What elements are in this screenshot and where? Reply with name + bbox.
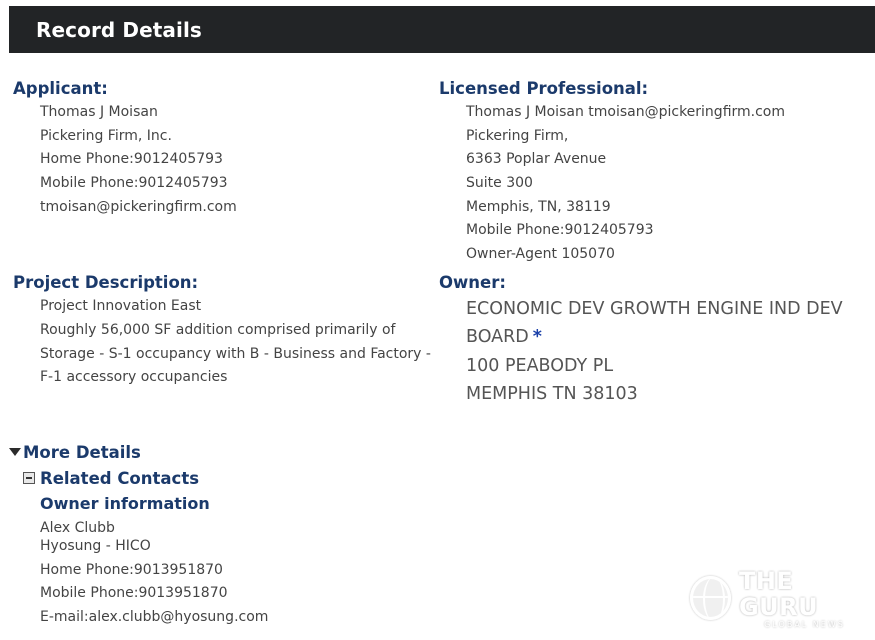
watermark-text: [739, 568, 870, 629]
record-details-header: [9, 6, 875, 53]
contact-email: E-mail:alex.clubb@hyosung.com: [40, 609, 269, 625]
project-description-line: Roughly 56,000 SF addition comprised primarily of: [40, 322, 396, 338]
applicant-label: Applicant:: [13, 79, 108, 98]
licensed-professional-company: Pickering Firm,: [466, 128, 569, 144]
primary-owner-marker: *: [532, 327, 542, 347]
applicant-email: tmoisan@pickeringfirm.com: [40, 199, 237, 215]
licensed-professional-suite: Suite 300: [466, 175, 533, 191]
applicant-home-phone: Home Phone:9012405793: [40, 151, 223, 167]
owner-label: Owner:: [439, 273, 506, 292]
contact-home-phone: Home Phone:9013951870: [40, 562, 223, 578]
globe-icon: [690, 576, 731, 620]
licensed-professional-address: 6363 Poplar Avenue: [466, 151, 607, 167]
minus-box-icon[interactable]: [23, 472, 35, 484]
project-description-line: F-1 accessory occupancies: [40, 369, 228, 385]
watermark-subtitle: GLOBAL NEWS: [764, 619, 845, 629]
watermark-brand: THE GURU: [738, 566, 819, 621]
page-title: Record Details: [36, 18, 202, 42]
owner-address: 100 PEABODY PL: [466, 356, 614, 376]
more-details-toggle[interactable]: [9, 442, 141, 462]
applicant-mobile-phone: Mobile Phone:9012405793: [40, 175, 228, 191]
applicant-name: Thomas J Moisan: [40, 104, 158, 120]
related-contacts-label: Related Contacts: [40, 468, 200, 488]
contact-name: Alex Clubb: [40, 520, 115, 536]
project-description-line: Storage - S-1 occupancy with B - Business and Factory -: [40, 346, 431, 362]
licensed-professional-name: Thomas J Moisan tmoisan@pickeringfirm.com: [466, 104, 786, 120]
licensed-professional-license: Owner-Agent 105070: [466, 246, 615, 262]
contact-company: Hyosung - HICO: [40, 538, 151, 554]
related-contacts-toggle[interactable]: [23, 468, 199, 488]
licensed-professional-city: Memphis, TN, 38119: [466, 199, 611, 215]
owner-city: MEMPHIS TN 38103: [466, 384, 638, 404]
owner-name-end: BOARD: [466, 327, 529, 347]
watermark-logo: [690, 566, 870, 629]
triangle-down-icon: [9, 448, 21, 456]
owner-name: ECONOMIC DEV GROWTH ENGINE IND DEV: [466, 299, 843, 319]
licensed-professional-mobile-phone: Mobile Phone:9012405793: [466, 222, 654, 238]
project-name: Project Innovation East: [40, 298, 202, 314]
licensed-professional-label: Licensed Professional:: [439, 79, 649, 98]
more-details-label: More Details: [23, 442, 141, 462]
contact-mobile-phone: Mobile Phone:9013951870: [40, 585, 228, 601]
owner-name-continued: [466, 327, 542, 347]
project-description-label: Project Description:: [13, 273, 199, 292]
owner-information-label: Owner information: [40, 494, 210, 513]
applicant-company: Pickering Firm, Inc.: [40, 128, 172, 144]
